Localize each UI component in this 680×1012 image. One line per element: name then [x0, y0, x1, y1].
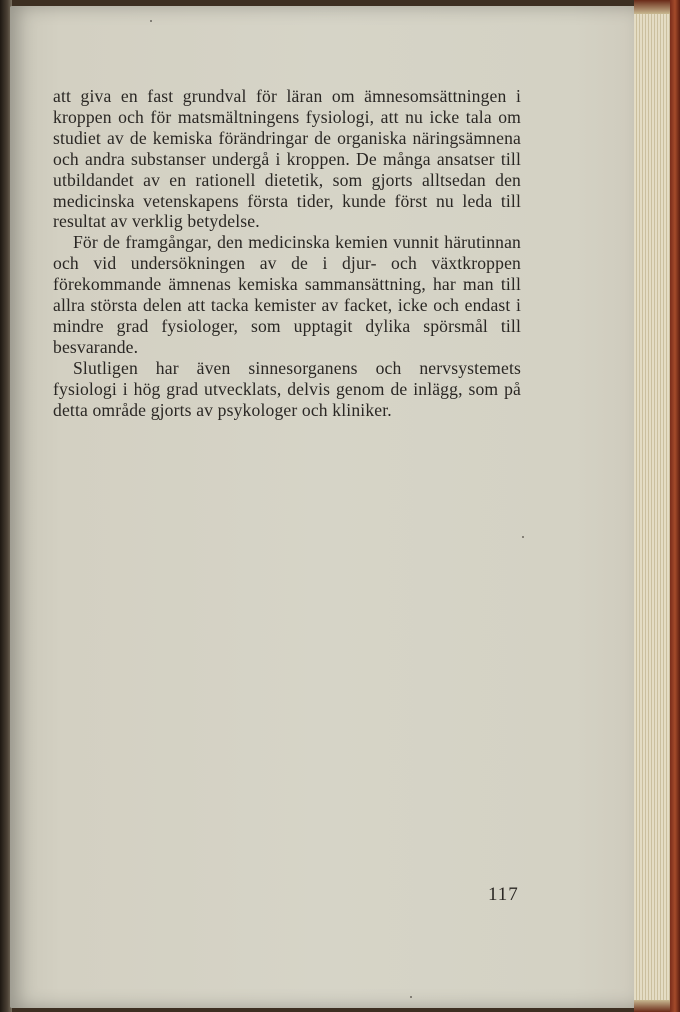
paper-speck [410, 996, 412, 998]
body-text [53, 86, 521, 421]
paper-speck [522, 536, 524, 538]
book-cover-edge [670, 0, 680, 1012]
paragraph: att giva en fast grundval för läran om ämnesomsättningen i kroppen och för matsmältningens fysiologi, att nu icke tala om studiet av de kemiska förändringar de organiska näringsämnena och andra substanser undergå i kroppen. De många ansatser till utbildandet av en rationell dietetik, som gjorts alltsedan den medicinska vetenskapens första tider, kunde först nu leda till resultat av verklig betydelse. [53, 86, 521, 232]
paragraph: Slutligen har även sinnesorganens och nervsystemets fysiologi i hög grad utvecklats, delvis genom de inlägg, som på detta område gjorts av psykologer och kliniker. [53, 357, 521, 420]
page-number: 117 [488, 884, 519, 905]
paper-speck [150, 20, 152, 22]
paragraph: För de framgångar, den medicinska kemien vunnit härutinnan och vid undersökningen av de i djur- och växtkroppen förekommande ämnenas kemiska sammansättning, har man till allra största delen att tacka kemister av facket, icke och endast i mindre grad fysiologer, som upptagit dylika spörsmål till besvarande. [53, 232, 521, 357]
